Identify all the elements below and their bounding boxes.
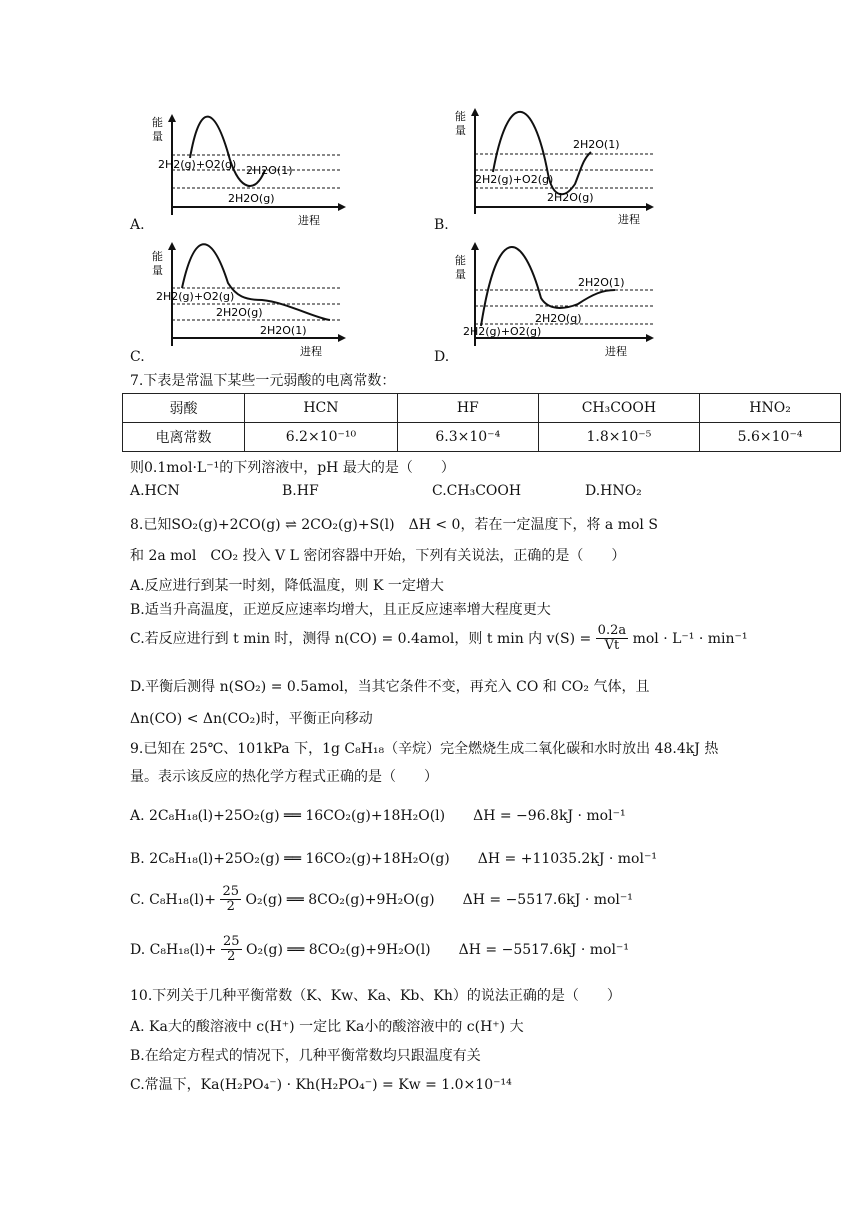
- table-cell: HF: [397, 394, 538, 423]
- table-cell: 1.8×10⁻⁵: [538, 423, 699, 452]
- fraction-numerator: 0.2a: [597, 623, 627, 638]
- y-axis-label-2: 量: [455, 268, 466, 281]
- y-axis-label-2: 量: [455, 124, 466, 137]
- q9-option-d-post: O₂(g) ══ 8CO₂(g)+9H₂O(l) ΔH = −5517.6kJ · mol⁻¹: [245, 941, 629, 958]
- q8-option-b: B.适当升高温度，正逆反应速率均增大，且正反应速率增大程度更大: [130, 602, 551, 618]
- fraction-denominator: Vt: [604, 638, 620, 654]
- table-cell: 弱酸: [123, 394, 245, 423]
- q8-stem-2: 和 2a mol CO₂ 投入 V L 密闭容器中开始，下列有关说法，正确的是（ ）: [130, 548, 626, 564]
- energy-diagram-d: [453, 238, 663, 360]
- q9-option-b: B. 2C₈H₁₈(l)+25O₂(g) ══ 16CO₂(g)+18H₂O(g) ΔH = +11035.2kJ · mol⁻¹: [130, 851, 657, 867]
- q9-stem-2: 量。表示该反应的热化学方程式正确的是（ ）: [130, 769, 438, 785]
- q8-stem-1: 8.已知SO₂(g)+2CO(g) ⇌ 2CO₂(g)+S(l) ΔH < 0，若在一定温度下，将 a mol S: [130, 517, 658, 533]
- q7-option-c: C.CH₃COOH: [432, 483, 522, 499]
- y-axis-label-2: 量: [152, 264, 163, 277]
- q7-stem: 7.下表是常温下某些一元弱酸的电离常数：: [130, 373, 396, 389]
- figure-d: [453, 238, 663, 360]
- q8-option-d-2: Δn(CO) < Δn(CO₂)时，平衡正向移动: [130, 711, 373, 727]
- q9-option-d-pre: D. C₈H₁₈(l)+: [130, 941, 217, 958]
- x-axis-label: 进程: [298, 214, 320, 227]
- table-cell: 6.3×10⁻⁴: [397, 423, 538, 452]
- label-d-3: 2H2(g)+O2(g): [463, 325, 542, 338]
- rate-fraction: [596, 624, 628, 654]
- q10-option-a: A. Ka大的酸溶液中 c(H⁺) 一定比 Ka小的酸溶液中的 c(H⁺) 大: [130, 1019, 524, 1035]
- label-d-2: 2H2O(g): [535, 312, 582, 325]
- fraction-numerator: 25: [222, 884, 240, 899]
- x-axis-label: 进程: [300, 345, 322, 358]
- q10-option-c: C.常温下，Ka(H₂PO₄⁻) · Kh(H₂PO₄⁻) = Kw = 1.0×10⁻¹⁴: [130, 1077, 512, 1093]
- figure-c: [150, 238, 350, 360]
- label-a-2: 2H2O(1): [246, 164, 293, 177]
- figure-a: [150, 110, 350, 230]
- table-cell: HCN: [244, 394, 397, 423]
- q9-stem-1: 9.已知在 25℃、101kPa 下，1g C₈H₁₈（辛烷）完全燃烧生成二氧化碳和水时放出 48.4kJ 热: [130, 741, 719, 757]
- option-letter-d: D.: [434, 349, 450, 365]
- y-axis-label: 能: [152, 250, 163, 263]
- ionization-constant-table: [122, 393, 841, 452]
- q9-option-a: A. 2C₈H₁₈(l)+25O₂(g) ══ 16CO₂(g)+18H₂O(l) ΔH = −96.8kJ · mol⁻¹: [130, 808, 626, 824]
- x-axis-label: 进程: [605, 345, 627, 358]
- option-letter-c: C.: [130, 349, 145, 365]
- q8-option-c: [130, 624, 748, 654]
- q9-option-c-post: O₂(g) ══ 8CO₂(g)+9H₂O(g) ΔH = −5517.6kJ · mol⁻¹: [245, 891, 633, 908]
- q8-option-d-1: D.平衡后测得 n(SO₂) = 0.5amol，当其它条件不变，再充入 CO 和 CO₂ 气体，且: [130, 679, 650, 695]
- y-axis-label-2: 量: [152, 130, 163, 143]
- q7-question: 则0.1mol·L⁻¹的下列溶液中，pH 最大的是（ ）: [130, 460, 455, 476]
- label-b-2: 2H2(g)+O2(g): [475, 173, 554, 186]
- table-cell: 6.2×10⁻¹⁰: [244, 423, 397, 452]
- label-c-1: 2H2(g)+O2(g): [156, 290, 235, 303]
- y-axis-label: 能: [455, 254, 466, 267]
- table-cell: HNO₂: [700, 394, 841, 423]
- table-cell: 5.6×10⁻⁴: [700, 423, 841, 452]
- label-a-3: 2H2O(g): [228, 192, 275, 205]
- table-cell: 电离常数: [123, 423, 245, 452]
- table-row: [123, 423, 841, 452]
- label-b-3: 2H2O(g): [547, 191, 594, 204]
- q8-option-c-text: C.若反应进行到 t min 时，测得 n(CO) = 0.4amol，则 t min 内 v(S) =: [130, 630, 592, 647]
- q10-option-b: B.在给定方程式的情况下，几种平衡常数均只跟温度有关: [130, 1048, 481, 1064]
- table-row: [123, 394, 841, 423]
- fraction-denominator: 2: [226, 899, 235, 915]
- y-axis-label: 能: [455, 110, 466, 123]
- q8-option-a: A.反应进行到某一时刻，降低温度，则 K 一定增大: [130, 578, 444, 594]
- option-letter-a: A.: [130, 217, 145, 233]
- y-axis-label: 能: [152, 116, 163, 129]
- q7-option-a: A.HCN: [130, 483, 180, 499]
- option-letter-b: B.: [434, 217, 449, 233]
- energy-diagram-c: [150, 238, 350, 360]
- q9-option-c: [130, 885, 633, 915]
- label-a-1: 2H2(g)+O2(g): [158, 158, 237, 171]
- energy-diagram-b: [453, 104, 663, 229]
- label-d-1: 2H2O(1): [578, 276, 625, 289]
- fraction-denominator: 2: [227, 949, 236, 965]
- coefficient-fraction: [220, 885, 241, 915]
- table-cell: CH₃COOH: [538, 394, 699, 423]
- x-axis-label: 进程: [618, 213, 640, 226]
- coefficient-fraction: [221, 935, 242, 965]
- energy-diagram-a: [150, 110, 350, 230]
- rate-unit: mol · L⁻¹ · min⁻¹: [632, 630, 748, 647]
- label-c-3: 2H2O(1): [260, 324, 307, 337]
- q7-option-b: B.HF: [282, 483, 319, 499]
- label-b-1: 2H2O(1): [573, 138, 620, 151]
- q10-stem: 10.下列关于几种平衡常数（K、Kw、Ka、Kb、Kh）的说法正确的是（ ）: [130, 988, 621, 1004]
- figure-b: [453, 104, 663, 229]
- q9-option-d: [130, 935, 629, 965]
- q9-option-c-pre: C. C₈H₁₈(l)+: [130, 891, 217, 908]
- label-c-2: 2H2O(g): [216, 306, 263, 319]
- fraction-numerator: 25: [222, 934, 240, 949]
- q7-option-d: D.HNO₂: [585, 483, 642, 499]
